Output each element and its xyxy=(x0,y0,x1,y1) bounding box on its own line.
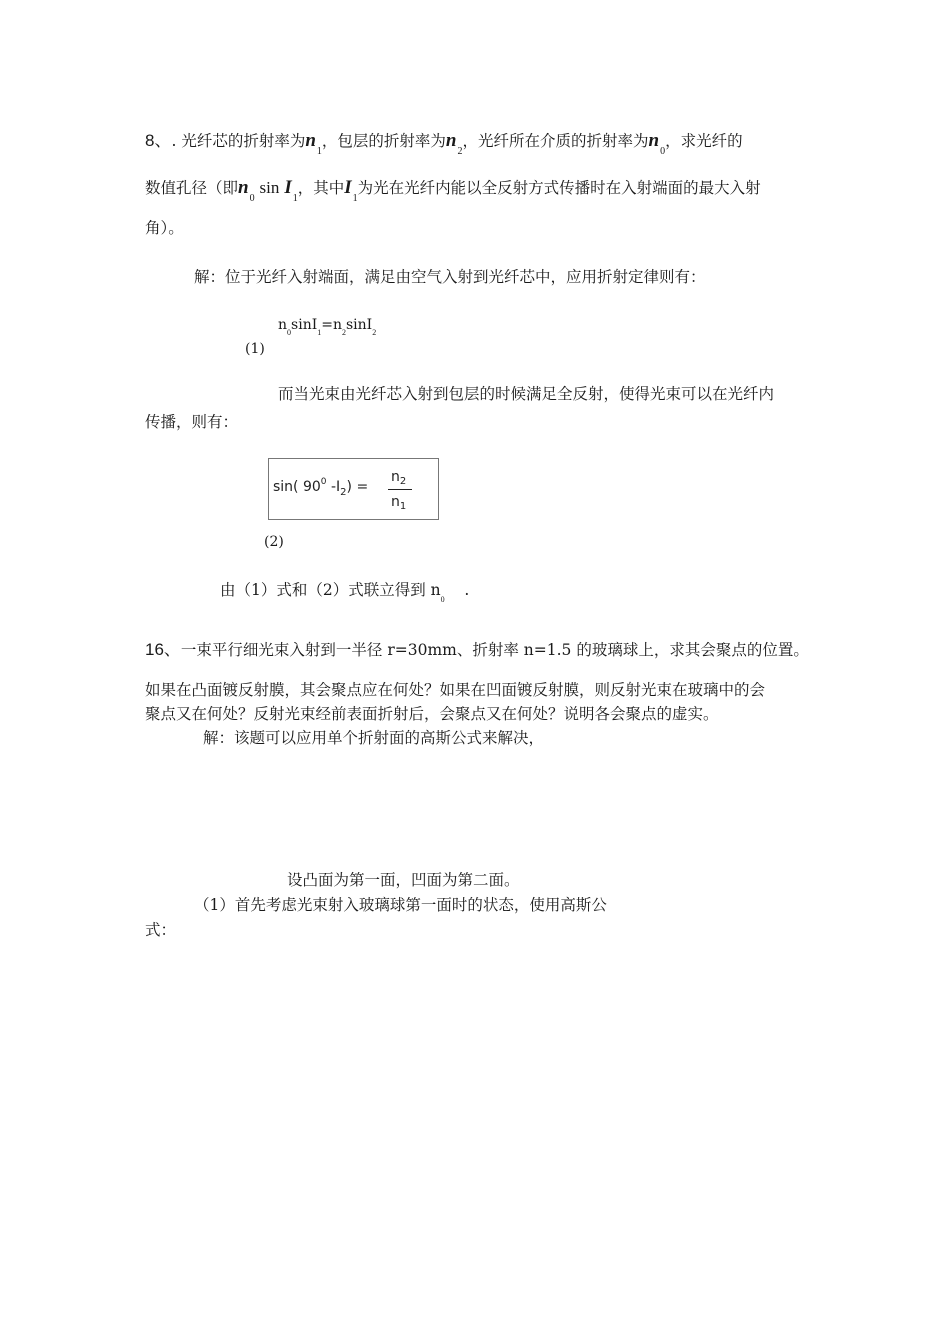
subscript: 0 xyxy=(287,328,292,337)
subscript: 2 xyxy=(399,476,407,487)
symbol-n: n xyxy=(445,130,457,151)
solution-8-intro: 解：位于光纤入射端面，满足由空气入射到光纤芯中，应用折射定律则有： xyxy=(194,268,706,286)
symbol-n: n xyxy=(648,130,660,151)
subscript: 0 xyxy=(660,146,666,157)
fraction-numerator xyxy=(391,469,406,485)
solution-8-conclusion xyxy=(220,580,469,603)
text: ，求光纤的 xyxy=(665,132,743,150)
equation-1 xyxy=(278,314,377,337)
text: ，光纤所在介质的折射率为 xyxy=(462,132,649,150)
problem-16-line-2: 如果在凸面镀反射膜，其会聚点应在何处？如果在凹面镀反射膜，则反射光束在玻璃中的会 xyxy=(145,681,766,699)
problem-number: 16、 xyxy=(145,640,181,659)
problem-8-line-1 xyxy=(145,130,743,157)
solution-16-surfaces: 设凸面为第一面，凹面为第二面。 xyxy=(287,871,520,889)
symbol-n: n xyxy=(305,130,316,151)
text: . 光纤芯的折射率为 xyxy=(171,132,306,150)
problem-number: 8、 xyxy=(145,131,172,150)
symbol-n: n xyxy=(238,177,249,198)
subscript: 1 xyxy=(352,193,358,204)
text: ，其中 xyxy=(297,179,345,197)
formula-i: -I xyxy=(326,479,341,495)
sin-text: sin xyxy=(259,178,280,197)
subscript: 0 xyxy=(249,193,255,204)
formula-2-box xyxy=(268,458,439,520)
subscript: 1 xyxy=(316,146,322,157)
eq-part: sinI xyxy=(346,317,373,333)
text: 为光在光纤内能以全反射方式传播时在入射端面的最大入射 xyxy=(357,179,761,197)
solution-16-intro: 解：该题可以应用单个折射面的高斯公式来解决， xyxy=(203,729,545,747)
eq-part: =n xyxy=(321,317,342,333)
fraction-denominator xyxy=(391,494,406,510)
subscript: 1 xyxy=(292,193,298,204)
text: ，包层的折射率为 xyxy=(321,132,446,150)
formula-left xyxy=(273,477,369,498)
text: 数值孔径（即 xyxy=(145,179,239,197)
equation-2-label: (2) xyxy=(264,534,284,550)
subscript: 2 xyxy=(340,487,347,498)
subscript: 2 xyxy=(372,328,377,337)
formula-sin: sin( 90 xyxy=(273,479,321,495)
solution-16-step-1-cont: 式： xyxy=(145,921,177,939)
subscript: 0 xyxy=(440,595,445,604)
solution-8-line-b: 传播，则有： xyxy=(145,413,239,431)
num-n: n xyxy=(391,469,400,485)
solution-8-line-a: 而当光束由光纤芯入射到包层的时候满足全反射，使得光束可以在光纤内 xyxy=(278,385,775,403)
symbol-I: I xyxy=(284,177,292,198)
problem-16-line-1 xyxy=(145,640,809,660)
subscript: 2 xyxy=(457,146,463,157)
fraction-bar xyxy=(388,489,412,490)
problem-8-line-2 xyxy=(145,177,761,204)
subscript: 2 xyxy=(342,328,346,337)
symbol-I: I xyxy=(344,177,352,198)
superscript: 0 xyxy=(320,477,327,487)
solution-16-step-1: （1）首先考虑光束射入玻璃球第一面时的状态，使用高斯公 xyxy=(194,896,607,914)
eq-part: n xyxy=(278,317,288,333)
den-n: n xyxy=(391,494,400,510)
text: . xyxy=(459,581,470,599)
problem-16-line-3: 聚点又在何处？反射光束经前表面折射后，会聚点又在何处？说明各会聚点的虚实。 xyxy=(145,705,719,723)
subscript: 1 xyxy=(399,501,407,512)
equation-1-label: (1) xyxy=(245,341,265,357)
text: 一束平行细光束入射到一半径 r=30mm、折射率 n=1.5 的玻璃球上，求其会聚点的位置。 xyxy=(180,641,809,659)
problem-8-line-3: 角）。 xyxy=(145,219,184,237)
formula-eq: ) = xyxy=(346,479,369,495)
subscript: 1 xyxy=(317,328,322,337)
text: 由（1）式和（2）式联立得到 n xyxy=(220,581,441,599)
eq-part: sinI xyxy=(291,317,318,333)
